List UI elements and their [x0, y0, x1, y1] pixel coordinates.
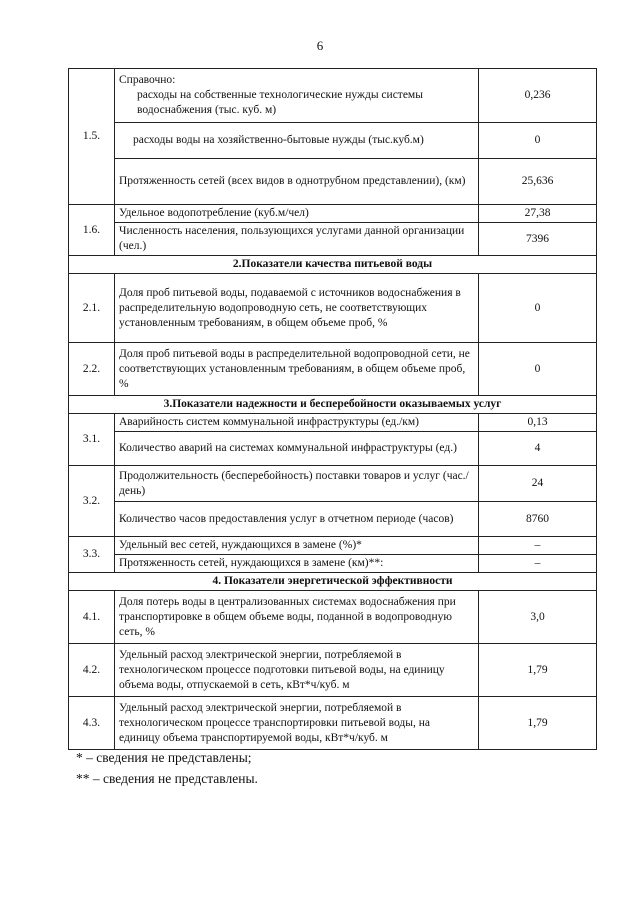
row-subtext: расходы на собственные технологические нужды системы водоснабжения (тыс. куб. м)	[137, 89, 423, 116]
row-text: Продолжительность (бесперебойность) поставки товаров и услуг (час./день)	[115, 466, 479, 502]
row-value: 0	[479, 343, 597, 396]
table-row	[69, 502, 597, 537]
page-number: 6	[316, 38, 324, 53]
table-row	[69, 537, 597, 555]
row-value: 0	[479, 274, 597, 343]
row-value: –	[479, 537, 597, 555]
row-text: Количество аварий на системах коммунальной инфраструктуры (ед.)	[115, 432, 479, 466]
row-text: Аварийность систем коммунальной инфраструктуры (ед./км)	[115, 414, 479, 432]
table-row	[69, 69, 597, 123]
row-number: 2.2.	[69, 343, 115, 396]
row-value: 1,79	[479, 644, 597, 697]
table-row	[69, 466, 597, 502]
row-number: 3.2.	[69, 466, 115, 537]
row-text: Удельное водопотребление (куб.м/чел)	[115, 205, 479, 223]
row-text: Доля потерь воды в централизованных системах водоснабжения при транспортировке в общем объеме воды, поданной в водопроводную сеть, %	[115, 591, 479, 644]
row-value: 27,38	[479, 205, 597, 223]
row-value: 0,13	[479, 414, 597, 432]
table-row	[69, 555, 597, 573]
row-label: Справочно:	[119, 74, 176, 86]
row-number: 1.6.	[69, 205, 115, 256]
table-row	[69, 432, 597, 466]
row-number: 4.2.	[69, 644, 115, 697]
table-row	[69, 223, 597, 256]
section-header	[69, 256, 597, 274]
row-value: 3,0	[479, 591, 597, 644]
row-text: Удельный расход электрической энергии, потребляемой в технологическом процессе транспортировки питьевой воды, на единицу объема транспортируемой воды, кВт*ч/куб. м	[115, 697, 479, 750]
row-text: Протяженность сетей (всех видов в однотрубном представлении), (км)	[115, 159, 479, 205]
row-value: 7396	[479, 223, 597, 256]
table-row	[69, 274, 597, 343]
row-text: Удельный вес сетей, нуждающихся в замене (%)*	[115, 537, 479, 555]
row-value: 25,636	[479, 159, 597, 205]
table-row	[69, 159, 597, 205]
table-row	[69, 697, 597, 750]
table-row	[69, 343, 597, 396]
row-value: 24	[479, 466, 597, 502]
table-row	[69, 644, 597, 697]
row-number: 4.1.	[69, 591, 115, 644]
section-title: 3.Показатели надежности и бесперебойности оказываемых услуг	[69, 396, 597, 414]
row-text: Протяженность сетей, нуждающихся в замене (км)**:	[115, 555, 479, 573]
footnote: ** – сведения не представлены.	[76, 771, 258, 786]
section-title: 4. Показатели энергетической эффективности	[69, 573, 597, 591]
row-text: Доля проб питьевой воды в распределительной водопроводной сети, не соответствующих установленным требованиям, в общем объеме проб, %	[115, 343, 479, 396]
table-row	[69, 123, 597, 159]
section-header	[69, 396, 597, 414]
row-value: 0	[479, 123, 597, 159]
row-text	[115, 69, 479, 123]
row-number: 1.5.	[69, 69, 115, 205]
footnotes	[76, 747, 258, 789]
row-text: Удельный расход электрической энергии, потребляемой в технологическом процессе подготовки питьевой воды, на единицу объема воды, отпускаемой в сеть, кВт*ч/куб. м	[115, 644, 479, 697]
row-value: 8760	[479, 502, 597, 537]
row-value: 0,236	[479, 69, 597, 123]
row-number: 3.3.	[69, 537, 115, 573]
table-row	[69, 205, 597, 223]
row-text: Численность населения, пользующихся услугами данной организации (чел.)	[115, 223, 479, 256]
row-value: 1,79	[479, 697, 597, 750]
section-title: 2.Показатели качества питьевой воды	[69, 256, 597, 274]
row-number: 2.1.	[69, 274, 115, 343]
footnote: * – сведения не представлены;	[76, 750, 252, 765]
section-header	[69, 573, 597, 591]
row-text: Количество часов предоставления услуг в отчетном периоде (часов)	[115, 502, 479, 537]
indicators-table	[68, 68, 597, 750]
row-text: Доля проб питьевой воды, подаваемой с источников водоснабжения в распределительную водопроводную сеть, не соответствующих установленным требованиям, в общем объеме проб, %	[115, 274, 479, 343]
row-text: расходы воды на хозяйственно-бытовые нужды (тыс.куб.м)	[115, 123, 479, 159]
row-value: –	[479, 555, 597, 573]
row-number: 3.1.	[69, 414, 115, 466]
table-row	[69, 414, 597, 432]
table-row	[69, 591, 597, 644]
row-value: 4	[479, 432, 597, 466]
row-number: 4.3.	[69, 697, 115, 750]
